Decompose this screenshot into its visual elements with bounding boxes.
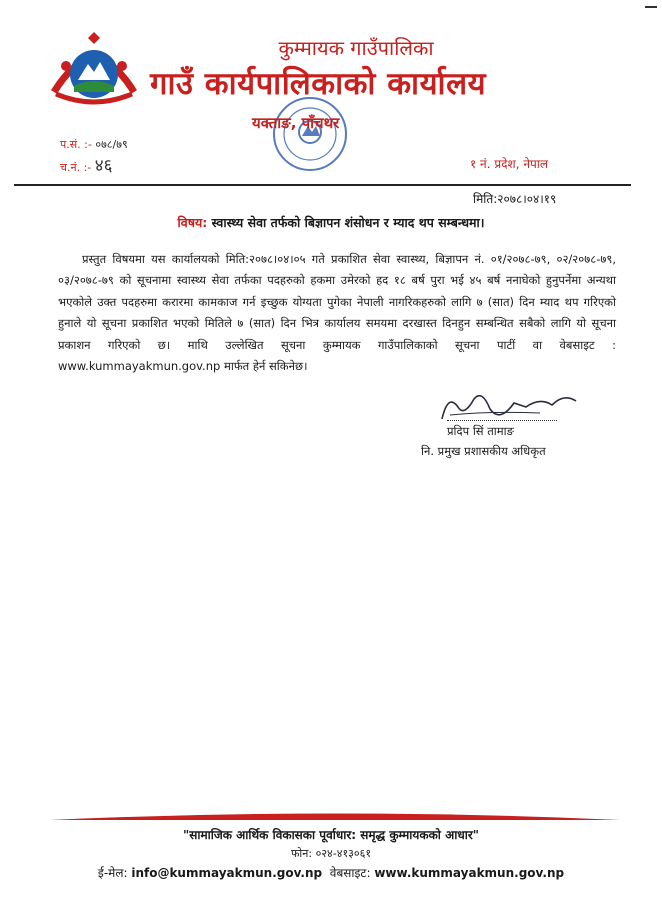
province-label: १ नं. प्रदेश, नेपाल bbox=[470, 157, 549, 171]
subject-line bbox=[0, 214, 662, 231]
footer-phone: फोन: ०२४-४१३०६१ bbox=[290, 847, 372, 860]
letter-date: मिति:२०७८।०४।१९ bbox=[473, 192, 557, 206]
office-name: गाउँ कार्यपालिकाको कार्यालय bbox=[150, 66, 487, 102]
handwritten-signature-icon bbox=[430, 389, 590, 429]
cn-value: ४६ bbox=[94, 156, 113, 176]
signatory-designation: नि. प्रमुख प्रशासकीय अधिकृत bbox=[421, 444, 546, 458]
website-link[interactable]: www.kummayakmun.gov.np bbox=[374, 866, 565, 880]
header-divider bbox=[14, 184, 631, 186]
office-stamp-icon bbox=[268, 92, 352, 176]
footer-band bbox=[50, 811, 620, 820]
reference-ps bbox=[60, 137, 128, 152]
footer-contact bbox=[0, 864, 662, 881]
subject-label: विषय: bbox=[177, 215, 208, 230]
website-label: वेबसाइट: bbox=[329, 866, 371, 880]
subject-text: स्वास्थ्य सेवा तर्फको बिज्ञापन शंसोधन र म्याद थप सम्बन्धमा। bbox=[211, 215, 485, 230]
email-label: ई-मेल: bbox=[97, 866, 128, 880]
email-link[interactable]: info@kummayakmun.gov.np bbox=[131, 866, 323, 880]
corner-mark bbox=[645, 6, 657, 8]
cn-label: च.नं. :- bbox=[60, 161, 92, 174]
office-location: यक्ताङ, पाँचथर bbox=[252, 114, 340, 132]
letter-body: प्रस्तुत विषयमा यस कार्यालयको मिति:२०७८।०४।०५ गते प्रकाशित सेवा स्वास्थ्य, बिज्ञापन नं. ०१/२०७८-७९, ०२/२०७८-७९, ०३/२०७८-७९ को सूचनामा स्वास्थ्य सेवा तर्फका पदहरुको हकमा उमेरको हद १८ बर्ष पुरा भई ४५ बर्ष ननाघेको हुनुपर्नेमा अन्यथा भएकोले उक्त पदहरुमा करारमा कामकाज गर्न इच्छुक योग्यता पुगेका नेपाली नागरिकहरुको लागि ७ (सात) दिन म्याद थप गरिएको हुनाले यो सूचना प्रकाशित भएको मितिले ७ (सात) दिन भित्र कार्यालय समयमा दरखास्त दिनहुन सम्बन्धित सबैको लागि यो सूचना प्रकाशन गरिएको छ। माथि उल्लेखित सूचना कुम्मायक गाउँपालिकाको सूचना पाटीं वा वेबसाइट : www.kummayakmun.gov.np मार्फत हेर्न सकिनेछ। bbox=[58, 252, 616, 374]
reference-cn bbox=[60, 153, 112, 176]
ps-label: प.सं. :- bbox=[60, 138, 92, 151]
signature-line bbox=[447, 420, 557, 421]
footer-motto: "सामाजिक आर्थिक विकासका पूर्वाधार: समृद्ध कुम्मायकको आधार" bbox=[182, 828, 479, 842]
municipality-name: कुम्मायक गाउँपालिका bbox=[278, 36, 434, 60]
ps-value: ०७८/७९ bbox=[95, 138, 128, 151]
signatory-name: प्रदिप सिं तामाङ bbox=[447, 424, 514, 438]
